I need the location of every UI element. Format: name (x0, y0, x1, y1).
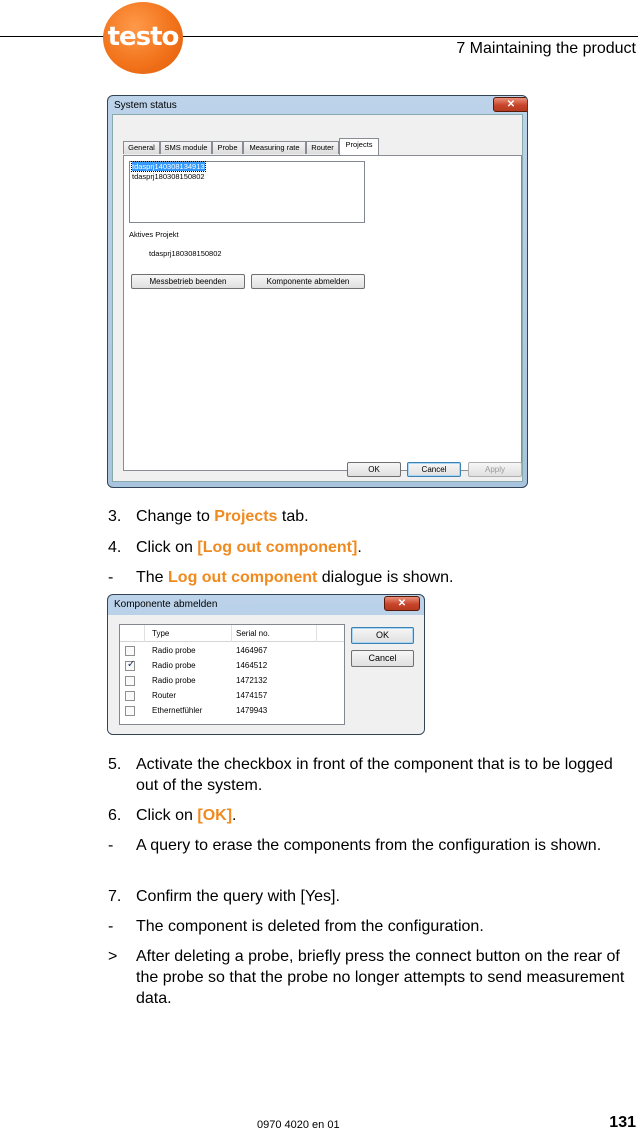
close-button[interactable]: ✕ (384, 596, 420, 611)
table-row[interactable]: Ethernetfühler 1479943 (120, 704, 344, 719)
active-project-label: Aktives Projekt (129, 230, 179, 239)
step-number: 7. (108, 888, 122, 905)
table-row[interactable]: Radio probe 1472132 (120, 674, 344, 689)
end-measurement-button[interactable]: Messbetrieb beenden (131, 274, 245, 289)
step-number: 6. (108, 807, 122, 824)
tab-strip (123, 141, 522, 155)
component-checkbox[interactable] (125, 661, 135, 671)
result-mark: > (108, 948, 118, 965)
active-project-value: tdasprj180308150802 (149, 249, 222, 258)
title-bar (108, 595, 424, 617)
project-list[interactable] (129, 161, 365, 223)
header-rule (0, 36, 638, 37)
column-header-serial[interactable]: Serial no. (236, 629, 270, 638)
page-number: 131 (609, 1114, 636, 1131)
tab-measuring-rate[interactable]: Measuring rate (243, 141, 306, 154)
step-number: 3. (108, 508, 122, 525)
close-button[interactable]: ✕ (493, 97, 528, 112)
document-code: 0970 4020 en 01 (257, 1119, 340, 1131)
step-5: 5. Activate the checkbox in front of the component that is to be logged out of the system. (108, 756, 613, 794)
component-checkbox[interactable] (125, 691, 135, 701)
ok-button[interactable]: OK (351, 627, 414, 644)
highlight-ok: [OK] (197, 807, 233, 824)
step-number: 5. (108, 756, 122, 773)
component-table (119, 624, 345, 725)
list-item[interactable]: tdasprj180308150802 (132, 172, 205, 181)
cancel-button[interactable]: Cancel (407, 462, 461, 477)
projects-panel (123, 155, 522, 471)
table-header (120, 625, 344, 642)
highlight-log-out-dialogue: Log out component (168, 569, 318, 586)
logout-component-button[interactable]: Komponente abmelden (251, 274, 365, 289)
component-checkbox[interactable] (125, 646, 135, 656)
testo-logo (103, 2, 183, 74)
result-mark: - (108, 837, 114, 854)
step-number: 4. (108, 539, 122, 556)
table-row[interactable]: Router 1474157 (120, 689, 344, 704)
tab-projects[interactable]: Projects (339, 138, 379, 155)
ok-button[interactable]: OK (347, 462, 401, 477)
column-header-type[interactable]: Type (152, 629, 170, 638)
window-client-area (112, 114, 523, 482)
tab-probe[interactable]: Probe (212, 141, 243, 154)
dialog-client-area (108, 615, 424, 734)
logo-text: testo (107, 22, 179, 52)
table-row[interactable]: ✓ Radio probe 1464512 (120, 659, 344, 674)
highlight-log-out-component: [Log out component] (197, 539, 358, 556)
window-title: System status (114, 100, 177, 111)
result-mark: - (108, 918, 114, 935)
component-checkbox[interactable] (125, 676, 135, 686)
apply-button[interactable]: Apply (468, 462, 522, 477)
system-status-window (107, 95, 528, 488)
component-checkbox[interactable] (125, 706, 135, 716)
list-item[interactable]: tdasprj140308134913 (132, 162, 205, 171)
tab-sms-module[interactable]: SMS module (160, 141, 212, 154)
result-mark: - (108, 569, 114, 586)
chapter-title: 7 Maintaining the product (456, 40, 636, 57)
tab-router[interactable]: Router (306, 141, 339, 154)
cancel-button[interactable]: Cancel (351, 650, 414, 667)
logout-component-dialog (107, 594, 425, 735)
table-row[interactable]: Radio probe 1464967 (120, 644, 344, 659)
tab-general[interactable]: General (123, 141, 160, 154)
dialog-title: Komponente abmelden (114, 599, 218, 610)
highlight-projects: Projects (214, 508, 278, 525)
